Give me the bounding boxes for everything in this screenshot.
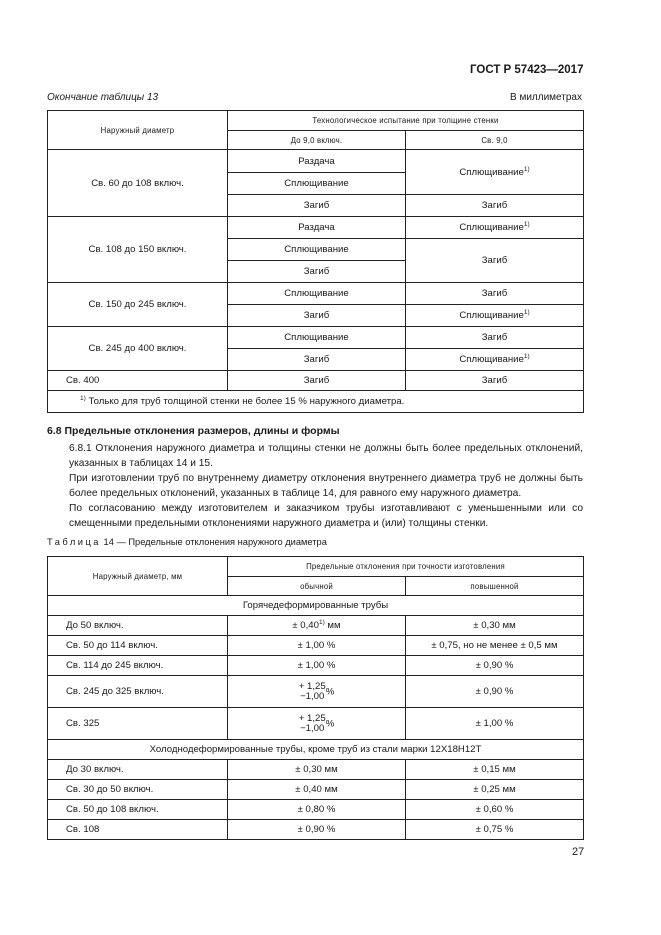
table-continuation-label: Окончание таблицы 13 [47,92,159,103]
table-cell: ± $0,40^{1)}$ мм [228,616,406,636]
section-title: 6.8 Предельные отклонения размеров, длины и формы [47,425,340,437]
table-section-row: Холоднодеформированные трубы, кроме труб из стали марки 12Х18Н12Т [48,740,584,760]
table-cell: Св. 325 [48,708,228,740]
table-cell: Св. 108 до 150 включ. [48,217,228,283]
table-cell: Св. 50 до 114 включ. [48,636,228,656]
table-cell: Сплющивание$^{1)}$ [406,150,584,195]
table-cell: Загиб [228,305,406,327]
table-cell: ± 1,00 % [228,656,406,676]
table-cell: До 50 включ. [48,616,228,636]
table-cell: + 1,25 −1,00 % [228,708,406,740]
table-footnote: $^{1)}$ Только для труб толщиной стенки не более 15 % наружного диаметра. [48,391,584,413]
col-header-outer-diameter: Наружный диаметр [48,111,228,150]
paragraph-3: По согласованию между изготовителем и заказчиком трубы изготавливают с уменьшенными или со смещенными предельными отклонениями наружного диаметра и (или) толщины стенки. [69,503,583,529]
col-header-a: До 9,0 включ. [228,131,406,150]
units-label: В миллиметрах [510,92,582,103]
table-14-caption: Таблица 14 — Предельные отклонения наружного диаметра [47,537,327,547]
table-cell: Сплющивание [228,239,406,261]
table-cell: Св. 108 [48,820,228,840]
table-section-row: Горячедеформированные трубы [48,596,584,616]
table-cell: Св. 30 до 50 включ. [48,780,228,800]
table-cell: ± 0,40 мм [228,780,406,800]
table-cell: Св. 60 до 108 включ. [48,150,228,217]
col-header-normal: обычной [228,577,406,596]
table-cell: ± 0,90 % [406,656,584,676]
table-cell: ± 0,30 мм [406,616,584,636]
paragraph-1: 6.8.1 Отклонения наружного диаметра и толщины стенки не должны быть более предельных отклонений, указанных в таблицах 14 и 15. [69,443,583,469]
table-cell: Св. 400 [48,371,228,391]
table-cell: Св. 50 до 108 включ. [48,800,228,820]
table-cell: Сплющивание$^{1)}$ [406,349,584,371]
table-cell: Сплющивание [228,327,406,349]
table-cell: Сплющивание [228,283,406,305]
table-cell: Сплющивание [228,173,406,195]
table-cell: ± 1,00 % [228,636,406,656]
document-code: ГОСТ Р 57423—2017 [470,64,584,76]
table-cell: Загиб [228,349,406,371]
page-number: 27 [572,846,585,858]
table-cell: ± 0,90 % [228,820,406,840]
table-cell: ± 0,80 % [228,800,406,820]
table-cell: Св. 114 до 245 включ. [48,656,228,676]
col-header-group: Предельные отклонения при точности изготовления [228,557,584,577]
table-cell: ± 0,90 % [406,676,584,708]
table-14 [47,556,584,840]
table-cell: Св. 245 до 400 включ. [48,327,228,371]
table-cell: Загиб [406,371,584,391]
table-cell: Загиб [228,371,406,391]
table-cell: Раздача [228,217,406,239]
table-cell: ± 0,75 % [406,820,584,840]
table-cell: Сплющивание$^{1)}$ [406,305,584,327]
table-cell: ± 1,00 % [406,708,584,740]
table-cell: ± 0,25 мм [406,780,584,800]
table-cell: Загиб [406,239,584,283]
table-cell: ± 0,75, но не менее ± 0,5 мм [406,636,584,656]
col-header-increased: повышенной [406,577,584,596]
table-cell: Загиб [228,195,406,217]
table-cell: + 1,25 −1,00 % [228,676,406,708]
table-cell: Сплющивание$^{1)}$ [406,217,584,239]
col-header-b: Св. 9,0 [406,131,584,150]
table-13 [47,110,584,413]
col-header-group: Технологическое испытание при толщине стенки [228,111,584,131]
table-cell: Загиб [228,261,406,283]
table-cell: Св. 245 до 325 включ. [48,676,228,708]
table-cell: До 30 включ. [48,760,228,780]
table-cell: Загиб [406,327,584,349]
col-header-outer-diameter: Наружный диаметр, мм [48,557,228,596]
table-cell: ± 0,60 % [406,800,584,820]
table-cell: ± 0,30 мм [228,760,406,780]
table-cell: Св. 150 до 245 включ. [48,283,228,327]
table-cell: Раздача [228,150,406,173]
table-cell: ± 0,15 мм [406,760,584,780]
paragraph-2: При изготовлении труб по внутреннему диаметру отклонения внутреннего диаметра труб не должны быть более предельных отклонений, указанных в таблице 14, для равного ему наружного диаметра. [69,473,583,499]
table-cell: Загиб [406,283,584,305]
table-cell: Загиб [406,195,584,217]
